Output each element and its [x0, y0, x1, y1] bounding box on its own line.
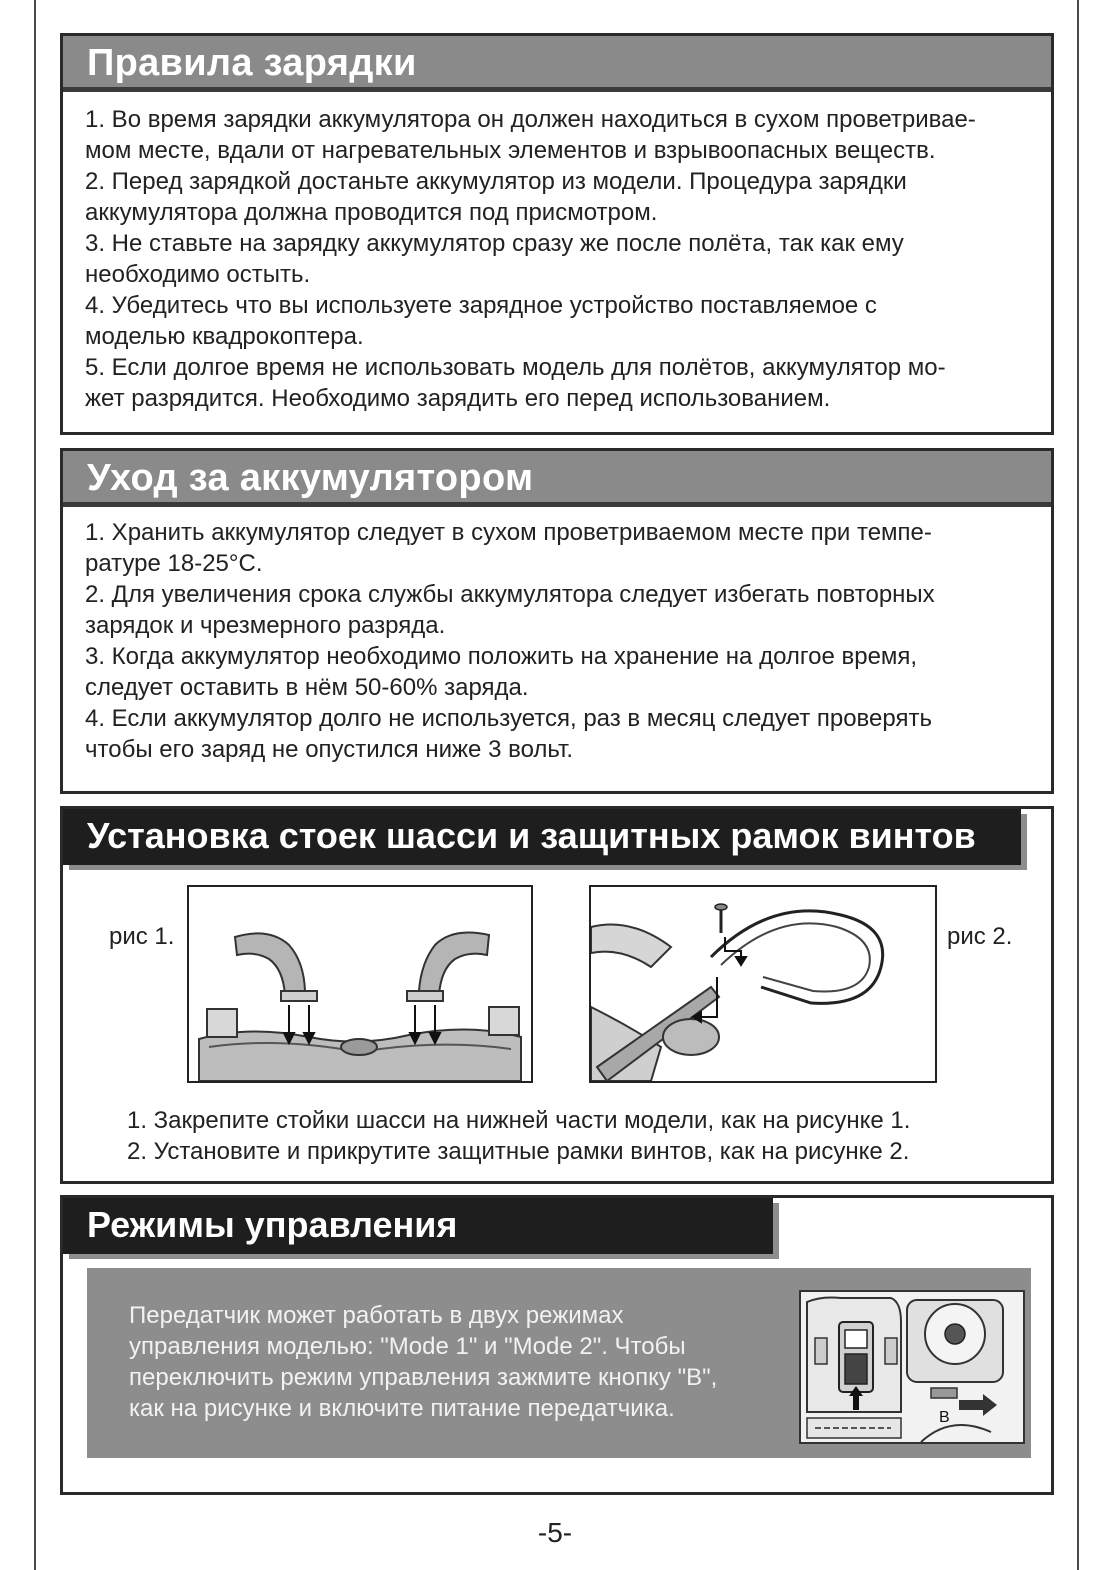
- figure-1-label: рис 1.: [109, 923, 175, 950]
- control-modes-section: [60, 1195, 1054, 1495]
- caption-line: 1. Закрепите стойки шасси на нижней части модели, как на рисунке 1.: [127, 1107, 911, 1134]
- text-line: 1. Во время зарядки аккумулятора он должен находиться в сухом проветривае-: [85, 106, 976, 133]
- battery-care-section: [60, 448, 1054, 794]
- text-line: 2. Перед зарядкой достаньте аккумулятор из модели. Процедура зарядки: [85, 168, 907, 195]
- installation-section: [60, 806, 1054, 1184]
- text-line: как на рисунке и включите питание передатчика.: [129, 1395, 675, 1422]
- propeller-guard-illustration: [591, 887, 935, 1081]
- text-line: 4. Убедитесь что вы используете зарядное устройство поставляемое с: [85, 292, 877, 319]
- page-number: -5-: [537, 1517, 573, 1548]
- text-line: 3. Не ставьте на зарядку аккумулятор сразу же после полёта, так как ему: [85, 230, 904, 257]
- text-line: чтобы его заряд не опустился ниже 3 вольт.: [85, 736, 574, 763]
- figure-2-propeller-guard: [589, 885, 937, 1083]
- figure-2-label: рис 2.: [947, 923, 1013, 950]
- transmitter-illustration: [801, 1292, 1023, 1442]
- text-line: 3. Когда аккумулятор необходимо положить на хранение на долгое время,: [85, 643, 918, 670]
- charging-rules-title: Правила зарядки: [87, 42, 417, 84]
- transmitter-figure: [799, 1290, 1025, 1444]
- installation-title: Установка стоек шасси и защитных рамок винтов: [87, 815, 976, 856]
- battery-care-header: [63, 451, 1051, 507]
- text-line: 1. Хранить аккумулятор следует в сухом проветриваемом месте при темпе-: [85, 519, 932, 546]
- landing-gear-illustration: [189, 887, 531, 1081]
- text-line: 2. Для увеличения срока службы аккумулятора следует избегать повторных: [85, 581, 935, 608]
- page-edge-left: [34, 0, 36, 1570]
- text-line: Передатчик может работать в двух режимах: [129, 1302, 624, 1329]
- installation-captions: [127, 1105, 910, 1167]
- installation-header: [63, 809, 1021, 865]
- control-modes-panel: [87, 1268, 1031, 1458]
- b-button-label: B: [939, 1409, 950, 1426]
- charging-rules-text: [85, 104, 1037, 414]
- text-line: управления моделью: "Mode 1" и "Mode 2". Чтобы: [129, 1333, 686, 1360]
- text-line: 4. Если аккумулятор долго не используется, раз в месяц следует проверять: [85, 705, 932, 732]
- battery-care-title: Уход за аккумулятором: [87, 457, 534, 499]
- control-modes-text: [129, 1300, 789, 1424]
- figure-1-landing-gear: [187, 885, 533, 1083]
- text-line: мом месте, вдали от нагревательных элементов и взрывоопасных веществ.: [85, 137, 936, 164]
- text-line: зарядок и чрезмерного разряда.: [85, 612, 446, 639]
- text-line: аккумулятора должна проводится под присмотром.: [85, 199, 658, 226]
- text-line: жет разрядится. Необходимо зарядить его перед использованием.: [85, 385, 831, 412]
- text-line: 5. Если долгое время не использовать модель для полётов, аккумулятор мо-: [85, 354, 946, 381]
- caption-line: 2. Установите и прикрутите защитные рамки винтов, как на рисунке 2.: [127, 1138, 910, 1165]
- battery-care-text: [85, 517, 1037, 765]
- text-line: следует оставить в нём 50-60% заряда.: [85, 674, 529, 701]
- control-modes-header: [63, 1198, 773, 1254]
- text-line: переключить режим управления зажмите кнопку "B",: [129, 1364, 718, 1391]
- control-modes-title: Режимы управления: [87, 1204, 458, 1245]
- charging-rules-section: [60, 33, 1054, 435]
- text-line: моделью квадрокоптера.: [85, 323, 364, 350]
- text-line: ратуре 18-25°C.: [85, 550, 263, 577]
- page-edge-right: [1077, 0, 1079, 1570]
- text-line: необходимо остыть.: [85, 261, 311, 288]
- charging-rules-header: [63, 36, 1051, 92]
